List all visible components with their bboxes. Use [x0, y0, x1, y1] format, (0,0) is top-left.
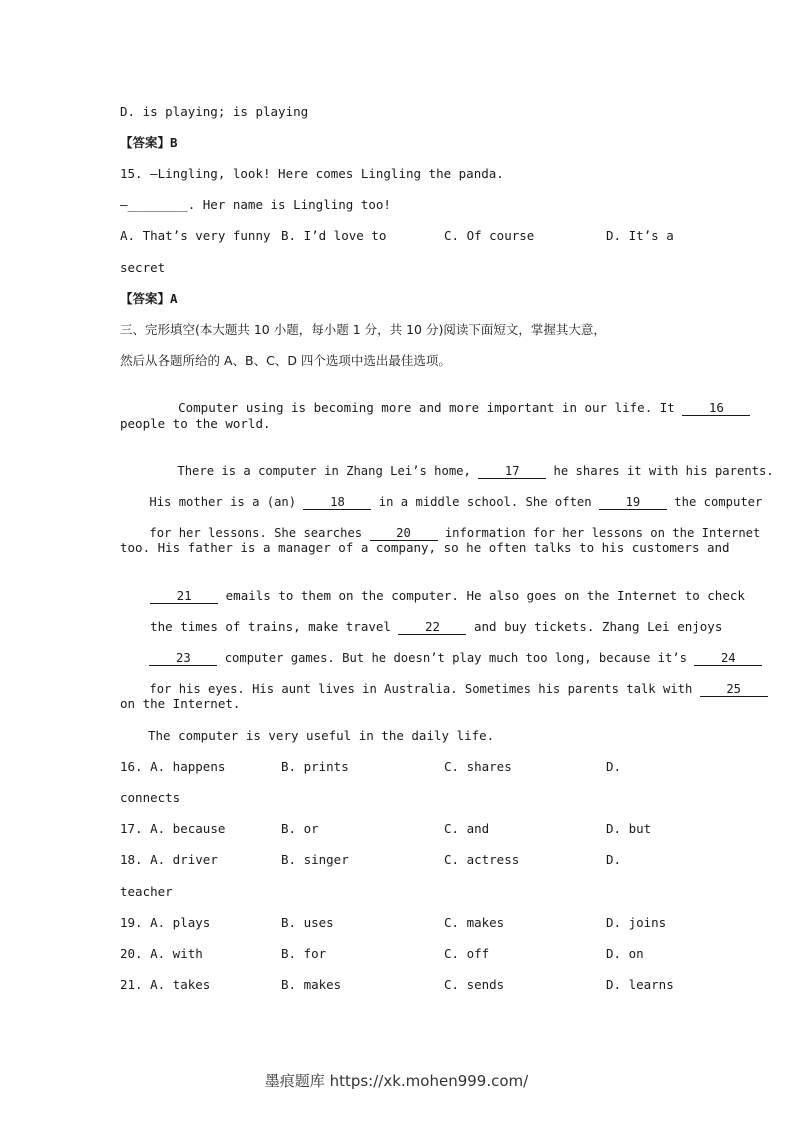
question-16-d-wrap: connects [120, 790, 181, 805]
question-20-b: B. for [281, 946, 327, 961]
blank-20: 20 [370, 526, 438, 541]
q15-option-b: B. I’d love to [281, 228, 387, 243]
q15-stem: 15. —Lingling, look! Here comes Lingling the panda. [120, 166, 504, 181]
passage-text: for his eyes. His aunt lives in Australia. Sometimes his parents talk with [149, 682, 693, 696]
q15-reply: —________. Her name is Lingling too! [120, 197, 391, 212]
question-20-c: C. off [444, 946, 490, 961]
passage-text: computer games. But he doesn’t play much too long, because it’s [224, 651, 687, 665]
blank-16: 16 [682, 401, 750, 416]
passage-text: the times of trains, make travel [150, 619, 391, 634]
blank-17: 17 [478, 464, 546, 479]
blank-19: 19 [599, 495, 667, 510]
passage-text: he shares it with his parents. [553, 464, 774, 478]
question-19-a: 19. A. plays [120, 915, 211, 930]
blank-23: 23 [149, 651, 217, 666]
question-20-d: D. on [606, 946, 644, 961]
passage-line-11: on the Internet. [120, 696, 241, 711]
blank-21: 21 [150, 589, 218, 604]
question-18-d: D. [606, 852, 622, 867]
q14-option-d: D. is playing; is playing [120, 104, 309, 119]
question-18-b: B. singer [281, 852, 349, 867]
q15-answer: 【答案】A [120, 291, 178, 306]
question-16-c: C. shares [444, 759, 512, 774]
passage-line-12: The computer is very useful in the daily life. [148, 728, 495, 743]
passage-text: for her lessons. She searches [149, 526, 363, 540]
question-18-d-wrap: teacher [120, 884, 173, 899]
blank-24: 24 [694, 651, 762, 666]
question-17-d: D. but [606, 821, 652, 836]
passage-text: There is a computer in Zhang Lei’s home, [177, 464, 471, 478]
passage-text: in a middle school. She often [378, 495, 592, 509]
q15-option-d-wrap: secret [120, 260, 166, 275]
footer-watermark: 墨痕题库 https://xk.mohen999.com/ [264, 1072, 529, 1090]
question-21-a: 21. A. takes [120, 977, 211, 992]
question-21-c: C. sends [444, 977, 505, 992]
passage-line-2: people to the world. [120, 416, 271, 431]
question-16-d: D. [606, 759, 622, 774]
passage-text: Computer using is becoming more and more important in our life. It [178, 400, 675, 415]
question-19-d: D. joins [606, 915, 667, 930]
q15-option-c: C. Of course [444, 228, 535, 243]
question-18-c: C. actress [444, 852, 520, 867]
blank-18: 18 [303, 495, 371, 510]
passage-line-6: too. His father is a manager of a company, so he often talks to his customers and [120, 540, 730, 555]
question-17-c: C. and [444, 821, 490, 836]
question-17-a: 17. A. because [120, 821, 226, 836]
question-17-b: B. or [281, 821, 319, 836]
q14-answer: 【答案】B [120, 135, 178, 150]
question-19-b: B. uses [281, 915, 334, 930]
question-18-a: 18. A. driver [120, 852, 218, 867]
passage-text: emails to them on the computer. He also goes on the Internet to check [225, 588, 745, 603]
question-21-d: D. learns [606, 977, 674, 992]
passage-text: information for her lessons on the Internet [444, 526, 761, 540]
q15-option-d: D. It’s a [606, 228, 674, 243]
passage-text: the computer [674, 495, 763, 509]
question-16-b: B. prints [281, 759, 349, 774]
section-heading: 三、完形填空(本大题共 10 小题，每小题 1 分，共 10 分)阅读下面短文，掌握其大意， [120, 322, 606, 337]
blank-22: 22 [398, 620, 466, 635]
question-21-b: B. makes [281, 977, 342, 992]
question-19-c: C. makes [444, 915, 505, 930]
section-heading-2: 然后从各题所给的 A、B、C、D 四个选项中选出最佳选项。 [120, 353, 451, 368]
q15-option-a: A. That’s very funny [120, 228, 271, 243]
blank-25: 25 [700, 682, 768, 697]
question-16-a: 16. A. happens [120, 759, 226, 774]
passage-text: His mother is a (an) [149, 495, 297, 509]
passage-text: and buy tickets. Zhang Lei enjoys [474, 619, 723, 634]
question-20-a: 20. A. with [120, 946, 203, 961]
